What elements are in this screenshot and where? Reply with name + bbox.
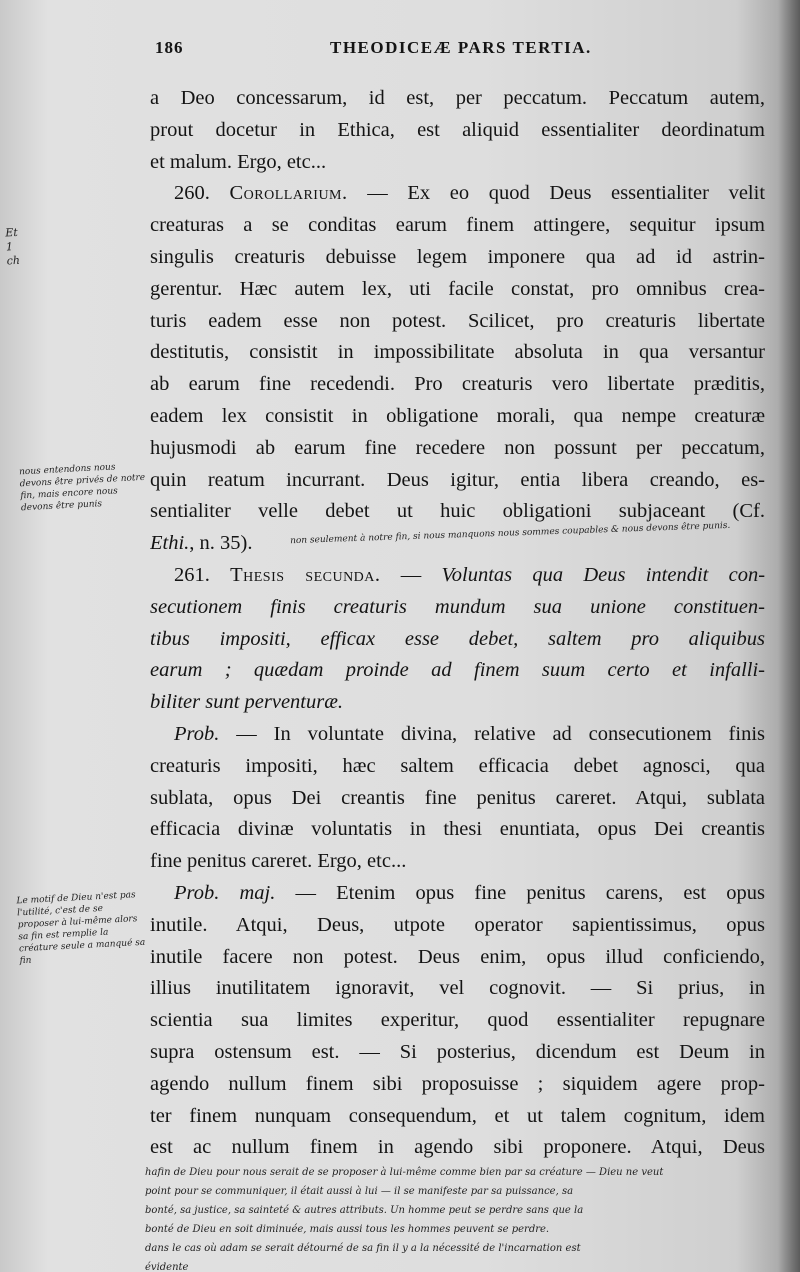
handwritten-line: bonté de Dieu en soit diminuée, mais aussi tous les hommes peuvent se perdre. (145, 1224, 550, 1235)
running-header (155, 36, 765, 62)
text-line: quin reatum incurrant. Deus igitur, entia libera creando, es- (150, 468, 765, 491)
text-line: singulis creaturis debuisse legem imponere qua ad id astrin- (150, 245, 765, 268)
text-line: efficacia divinæ voluntatis in thesi enuntiata, opus Dei creantis (150, 818, 765, 841)
text-line: illius inutilitatem ignoravit, vel cognovit. — Si prius, in (150, 977, 765, 1000)
thesis-text: Voluntas qua Deus intendit con- (441, 563, 765, 586)
proof-label: Prob. maj. (174, 881, 276, 904)
text-line: hujusmodi ab earum fine recedere non possunt per peccatum, (150, 436, 765, 459)
handwritten-line: évidente (145, 1262, 189, 1272)
reference-abbrev: Ethi. (150, 532, 190, 555)
text-fragment: — Ex eo quod Deus essentialiter velit (347, 182, 765, 205)
text-line: destitutis, consistit in impossibilitate absoluta in qua versantur (150, 341, 765, 364)
text-line: turis eadem esse non potest. Scilicet, pro creaturis libertate (150, 309, 765, 332)
running-title: THEODICEÆ PARS TERTIA. (330, 38, 592, 57)
body-text (150, 83, 765, 1164)
text-line: et malum. Ergo, etc... (150, 150, 327, 173)
proof-line (150, 719, 765, 751)
text-line: est ac nullum finem in agendo sibi proponere. Atqui, Deus (150, 1136, 765, 1159)
proof-label: Prob. (174, 722, 220, 745)
text-fragment: — Etenim opus fine penitus carens, est opus (275, 881, 765, 904)
text-line: eadem lex consistit in obligatione morali, qua nempe creaturæ (150, 404, 765, 427)
text-line: supra ostensum est. — Si posterius, dicendum est Deum in (150, 1040, 765, 1063)
thesis-line: biliter sunt perventuræ. (150, 691, 344, 714)
handwritten-margin-note-top: Et 1 ch (4, 225, 21, 268)
handwritten-line: dans le cas où adam se serait détourné de sa fin il y a la nécessité de l'incarnation est (145, 1243, 581, 1254)
handwritten-margin-note-middle: nous entendons nous devons être privés de notre fin, mais encore nous devons être punis (18, 462, 146, 514)
page-number: 186 (155, 38, 184, 57)
section-heading: Corollarium. (229, 182, 348, 205)
handwritten-line: point pour se communiquer, il était aussi à lui — il se manifeste par sa puissance, sa (145, 1186, 574, 1197)
thesis-line: secutionem finis creaturis mundum sua unione constituen- (150, 595, 765, 618)
thesis-line: tibus impositi, efficax esse debet, saltem pro aliquibus (150, 627, 765, 650)
section-heading: Thesis secunda. (230, 563, 381, 586)
text-line: agendo nullum finem sibi proposuisse ; siquidem agere prop- (150, 1072, 765, 1095)
section-number: 261. (174, 563, 210, 586)
text-line: fine penitus careret. Ergo, etc... (150, 850, 407, 873)
handwritten-line: hafin de Dieu pour nous serait de se proposer à lui-même comme bien par sa créature — Dieu ne veut (145, 1167, 664, 1178)
handwritten-footer-note (145, 1163, 765, 1272)
handwritten-interlinear-note: non seulement à notre fin, si nous manquons nous sommes coupables & nous devons être punis. (289, 520, 731, 547)
text-line: inutile facere non potest. Deus enim, opus illud conficiendo, (150, 945, 765, 968)
proof-major-line (150, 878, 765, 910)
text-line: creaturis impositi, hæc saltem efficacia debet agnosci, qua (150, 754, 765, 777)
text-line: prout docetur in Ethica, est aliquid essentialiter deordinatum (150, 118, 765, 141)
text-line: ab earum fine recedendi. Pro creaturis vero libertate præditis, (150, 373, 765, 396)
text-line: scientia sua limites experitur, quod essentialiter repugnare (150, 1009, 765, 1032)
text-fragment: , n. 35). (189, 532, 253, 555)
text-line: sentialiter velle debet ut huic obligationi subjaceant (Cf. (150, 500, 765, 523)
handwritten-margin-note-lower: Le motif de Dieu n'est pas l'utilité, c'est de se proposer à lui-même alors sa fin est remplie la créature seule a manqué sa fin (16, 890, 146, 967)
text-line: a Deo concessarum, id est, per peccatum. Peccatum autem, (150, 87, 765, 109)
text-line: ter finem nunquam consequendum, et ut talem cognitum, idem (150, 1104, 765, 1127)
section-261-line (150, 560, 765, 592)
text-line: inutile. Atqui, Deus, utpote operator sapientissimus, opus (150, 913, 765, 936)
thesis-line: earum ; quædam proinde ad finem suum certo et infalli- (150, 659, 765, 682)
text-fragment: — In voluntate divina, relative ad consecutionem finis (219, 722, 765, 745)
section-number: 260. (174, 182, 210, 205)
text-line: creaturas a se conditas earum finem attingere, sequitur ipsum (150, 214, 765, 237)
page-edge-shadow (778, 0, 800, 1272)
text-line: sublata, opus Dei creantis fine penitus careret. Atqui, sublata (150, 786, 765, 809)
handwritten-line: bonté, sa justice, sa sainteté & autres attributs. Un homme peut se perdre sans que la (145, 1205, 584, 1216)
text-fragment: — (380, 563, 442, 586)
text-line: gerentur. Hæc autem lex, uti facile constat, pro omnibus crea- (150, 277, 765, 300)
section-260-line (150, 178, 765, 210)
